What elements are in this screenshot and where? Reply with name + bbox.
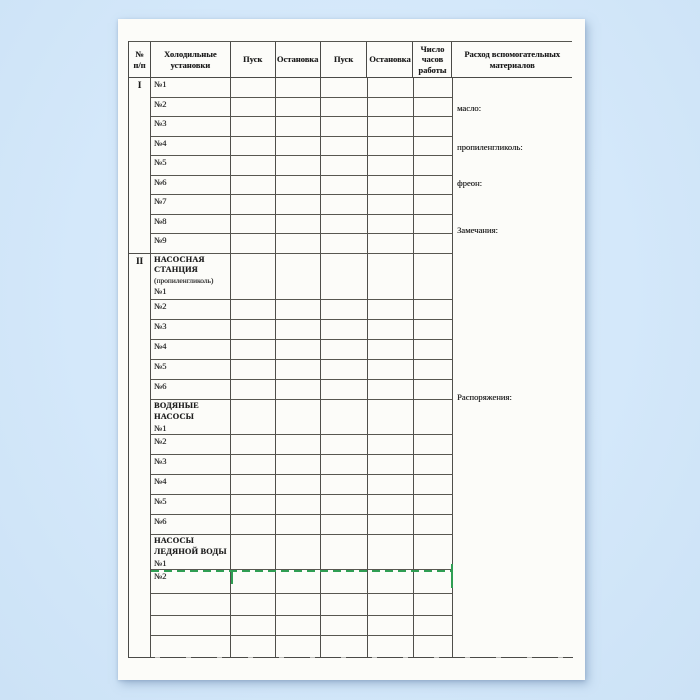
row-label	[151, 117, 231, 137]
data-cell	[368, 570, 414, 594]
data-cell	[276, 195, 321, 215]
row-label-line: №4	[154, 340, 167, 351]
data-cell	[321, 535, 368, 570]
column-header-materials: Расход вспомогательных материалов	[464, 49, 561, 70]
data-cell	[414, 435, 453, 455]
data-cell	[231, 320, 276, 340]
row-label	[151, 98, 231, 118]
section-marker-cell	[129, 594, 151, 616]
data-cell	[276, 515, 321, 535]
section-marker-cell	[129, 515, 151, 535]
row-label-line: №6	[154, 381, 167, 392]
data-cell	[276, 340, 321, 360]
data-cell	[231, 495, 276, 515]
row-label-line: №5	[154, 361, 167, 372]
section-marker-cell	[129, 475, 151, 495]
data-cell	[321, 156, 368, 176]
data-cell	[414, 515, 453, 535]
data-cell	[321, 475, 368, 495]
row-label	[151, 435, 231, 455]
data-cell	[368, 98, 414, 118]
row-label	[151, 215, 231, 235]
column-header-stop-2: Остановка	[367, 42, 413, 77]
data-cell	[276, 435, 321, 455]
data-cell	[276, 117, 321, 137]
data-cell	[414, 156, 453, 176]
column-header-hours: Число часов работы	[413, 42, 452, 77]
data-cell	[231, 360, 276, 380]
data-cell	[321, 234, 368, 254]
data-cell	[276, 360, 321, 380]
data-cell	[231, 380, 276, 400]
row-label-line: СТАНЦИЯ	[154, 265, 198, 275]
row-label-line: НАСОСНАЯ	[154, 254, 205, 264]
data-cell	[276, 320, 321, 340]
data-cell	[276, 636, 321, 657]
data-cell	[321, 300, 368, 320]
row-label	[151, 636, 231, 657]
annotation-orders: Распоряжения:	[457, 392, 512, 402]
row-label	[151, 234, 231, 254]
row-label	[151, 535, 231, 570]
data-cell	[276, 137, 321, 157]
section-marker-cell	[129, 400, 151, 435]
column-header-stop-1: Остановка	[276, 42, 321, 77]
data-cell	[368, 300, 414, 320]
data-cell	[276, 380, 321, 400]
equipment-log-table	[128, 41, 572, 658]
row-label-line: №3	[154, 118, 167, 128]
row-label-line: №1	[154, 286, 167, 297]
data-cell	[231, 117, 276, 137]
data-cell	[368, 594, 414, 616]
data-cell	[368, 137, 414, 157]
data-cell	[276, 535, 321, 570]
data-cell	[321, 515, 368, 535]
row-label	[151, 570, 231, 594]
row-label-line: ВОДЯНЫЕ	[154, 401, 199, 411]
data-cell	[414, 137, 453, 157]
section-marker-cell	[129, 137, 151, 157]
data-cell	[368, 636, 414, 657]
data-cell	[414, 594, 453, 616]
data-cell	[321, 254, 368, 300]
auxiliary-materials-zone	[453, 78, 573, 657]
section-marker-cell	[129, 117, 151, 137]
row-label-line: №8	[154, 215, 167, 226]
data-cell	[414, 254, 453, 300]
data-cell	[231, 400, 276, 435]
row-label	[151, 380, 231, 400]
column-header-units: Холодильные установки	[151, 42, 231, 77]
row-label	[151, 156, 231, 176]
data-cell	[368, 495, 414, 515]
data-cell	[321, 636, 368, 657]
data-cell	[276, 300, 321, 320]
row-label-line: №5	[154, 157, 167, 167]
scanned-log-sheet	[118, 19, 585, 680]
section-marker-cell	[129, 495, 151, 515]
row-label	[151, 495, 231, 515]
row-label-line: №2	[154, 98, 167, 109]
annotation-remarks: Замечания:	[457, 225, 498, 235]
row-label-line: №6	[154, 516, 167, 527]
data-cell	[368, 78, 414, 98]
data-cell	[276, 156, 321, 176]
data-cell	[231, 455, 276, 475]
row-label-line: №6	[154, 176, 167, 187]
row-label-line: №2	[154, 300, 167, 311]
data-cell	[276, 616, 321, 636]
data-cell	[414, 176, 453, 196]
data-cell	[414, 380, 453, 400]
row-label	[151, 176, 231, 196]
data-cell	[368, 455, 414, 475]
row-label	[151, 475, 231, 495]
section-marker-cell	[129, 234, 151, 254]
data-cell	[368, 360, 414, 380]
data-cell	[368, 117, 414, 137]
data-cell	[414, 570, 453, 594]
data-cell	[321, 320, 368, 340]
annotation-oil: масло:	[457, 103, 481, 113]
data-cell	[231, 340, 276, 360]
section-marker-cell	[129, 616, 151, 636]
row-label-line: НАСОСЫ	[154, 536, 194, 546]
data-cell	[368, 380, 414, 400]
data-cell	[368, 254, 414, 300]
green-pen-tick	[451, 564, 453, 588]
data-cell	[321, 340, 368, 360]
data-cell	[414, 616, 453, 636]
data-cell	[321, 616, 368, 636]
row-label-line: №3	[154, 320, 167, 331]
data-cell	[414, 455, 453, 475]
data-cell	[368, 234, 414, 254]
section-marker-cell	[129, 340, 151, 360]
data-cell	[231, 254, 276, 300]
data-cell	[321, 117, 368, 137]
data-cell	[414, 636, 453, 657]
data-cell	[276, 570, 321, 594]
data-cell	[368, 320, 414, 340]
row-label-line: №1	[154, 557, 167, 568]
data-cell	[231, 435, 276, 455]
data-cell	[368, 176, 414, 196]
data-cell	[321, 78, 368, 98]
row-label	[151, 320, 231, 340]
data-cell	[231, 535, 276, 570]
data-cell	[368, 400, 414, 435]
data-cell	[414, 495, 453, 515]
green-pen-tick	[231, 571, 233, 584]
annotation-freon: фреон:	[457, 178, 482, 188]
column-header-start-1: Пуск	[231, 42, 276, 77]
data-cell	[231, 78, 276, 98]
data-cell	[368, 515, 414, 535]
section-marker-cell	[129, 455, 151, 475]
data-cell	[231, 137, 276, 157]
data-cell	[231, 98, 276, 118]
data-cell	[368, 435, 414, 455]
section-marker-cell	[129, 435, 151, 455]
data-cell	[414, 195, 453, 215]
data-cell	[414, 234, 453, 254]
data-cell	[321, 176, 368, 196]
data-cell	[321, 400, 368, 435]
data-cell	[231, 475, 276, 495]
section-marker-cell: II	[129, 254, 151, 300]
data-cell	[414, 78, 453, 98]
row-label	[151, 400, 231, 435]
data-cell	[231, 300, 276, 320]
data-cell	[321, 137, 368, 157]
data-cell	[414, 320, 453, 340]
data-cell	[231, 176, 276, 196]
section-marker-cell	[129, 195, 151, 215]
data-cell	[321, 98, 368, 118]
row-label-line: НАСОСЫ	[154, 412, 194, 422]
data-cell	[368, 215, 414, 235]
row-label-line: №7	[154, 196, 167, 206]
data-cell	[231, 636, 276, 657]
row-label	[151, 616, 231, 636]
row-label-line: (пропиленгликоль)	[154, 275, 214, 285]
data-cell	[276, 176, 321, 196]
row-label	[151, 137, 231, 157]
section-marker-cell	[129, 570, 151, 594]
data-cell	[321, 360, 368, 380]
row-label-line: №2	[154, 436, 167, 447]
data-cell	[368, 475, 414, 495]
data-cell	[414, 215, 453, 235]
data-cell	[368, 340, 414, 360]
data-cell	[231, 616, 276, 636]
data-cell	[414, 535, 453, 570]
green-pen-mark	[151, 570, 453, 572]
section-marker-cell	[129, 156, 151, 176]
data-cell	[276, 254, 321, 300]
data-cell	[231, 195, 276, 215]
data-cell	[414, 360, 453, 380]
table-bottom-border	[129, 657, 573, 658]
data-cell	[321, 455, 368, 475]
data-cell	[231, 515, 276, 535]
data-cell	[276, 234, 321, 254]
data-cell	[276, 400, 321, 435]
data-cell	[321, 195, 368, 215]
data-cell	[321, 215, 368, 235]
data-cell	[276, 98, 321, 118]
data-cell	[321, 380, 368, 400]
data-cell	[321, 495, 368, 515]
data-cell	[368, 156, 414, 176]
data-cell	[231, 570, 276, 594]
data-cell	[231, 215, 276, 235]
data-cell	[414, 98, 453, 118]
data-cell	[276, 594, 321, 616]
data-cell	[414, 117, 453, 137]
row-label-line: №1	[154, 79, 167, 89]
section-marker-cell	[129, 535, 151, 570]
row-label-line: №3	[154, 456, 167, 467]
section-marker-cell	[129, 300, 151, 320]
data-cell	[321, 435, 368, 455]
data-cell	[414, 340, 453, 360]
annotation-propylene-glycol: пропиленгликоль:	[457, 142, 523, 152]
section-marker-cell	[129, 360, 151, 380]
row-label	[151, 594, 231, 616]
data-cell	[276, 215, 321, 235]
data-cell	[276, 475, 321, 495]
column-header-start-2: Пуск	[321, 42, 368, 77]
data-cell	[414, 475, 453, 495]
table-header-row	[129, 41, 572, 78]
row-label-line: №1	[154, 422, 167, 433]
row-label	[151, 254, 231, 300]
section-marker-cell	[129, 215, 151, 235]
data-cell	[414, 300, 453, 320]
row-label	[151, 195, 231, 215]
column-header-num: № п/п	[129, 42, 151, 77]
section-marker-cell	[129, 636, 151, 657]
row-label	[151, 455, 231, 475]
data-cell	[276, 455, 321, 475]
section-marker-cell	[129, 380, 151, 400]
data-cell	[414, 400, 453, 435]
data-cell	[321, 594, 368, 616]
row-label	[151, 78, 231, 98]
row-label	[151, 360, 231, 380]
data-cell	[276, 78, 321, 98]
row-label-line: №9	[154, 235, 167, 245]
row-label-line: №4	[154, 137, 167, 148]
data-cell	[368, 616, 414, 636]
section-marker-cell	[129, 176, 151, 196]
data-cell	[321, 570, 368, 594]
row-label-line: №5	[154, 496, 167, 507]
data-cell	[231, 234, 276, 254]
row-label-line: №4	[154, 476, 167, 487]
row-label-line: ЛЕДЯНОЙ ВОДЫ	[154, 547, 227, 557]
section-marker-cell	[129, 98, 151, 118]
row-label	[151, 515, 231, 535]
row-label	[151, 340, 231, 360]
data-cell	[276, 495, 321, 515]
data-cell	[368, 195, 414, 215]
row-label	[151, 300, 231, 320]
section-marker-cell	[129, 320, 151, 340]
data-cell	[231, 594, 276, 616]
data-cell	[231, 156, 276, 176]
section-marker-cell: I	[129, 78, 151, 98]
row-label-line: №2	[154, 571, 167, 582]
data-cell	[368, 535, 414, 570]
